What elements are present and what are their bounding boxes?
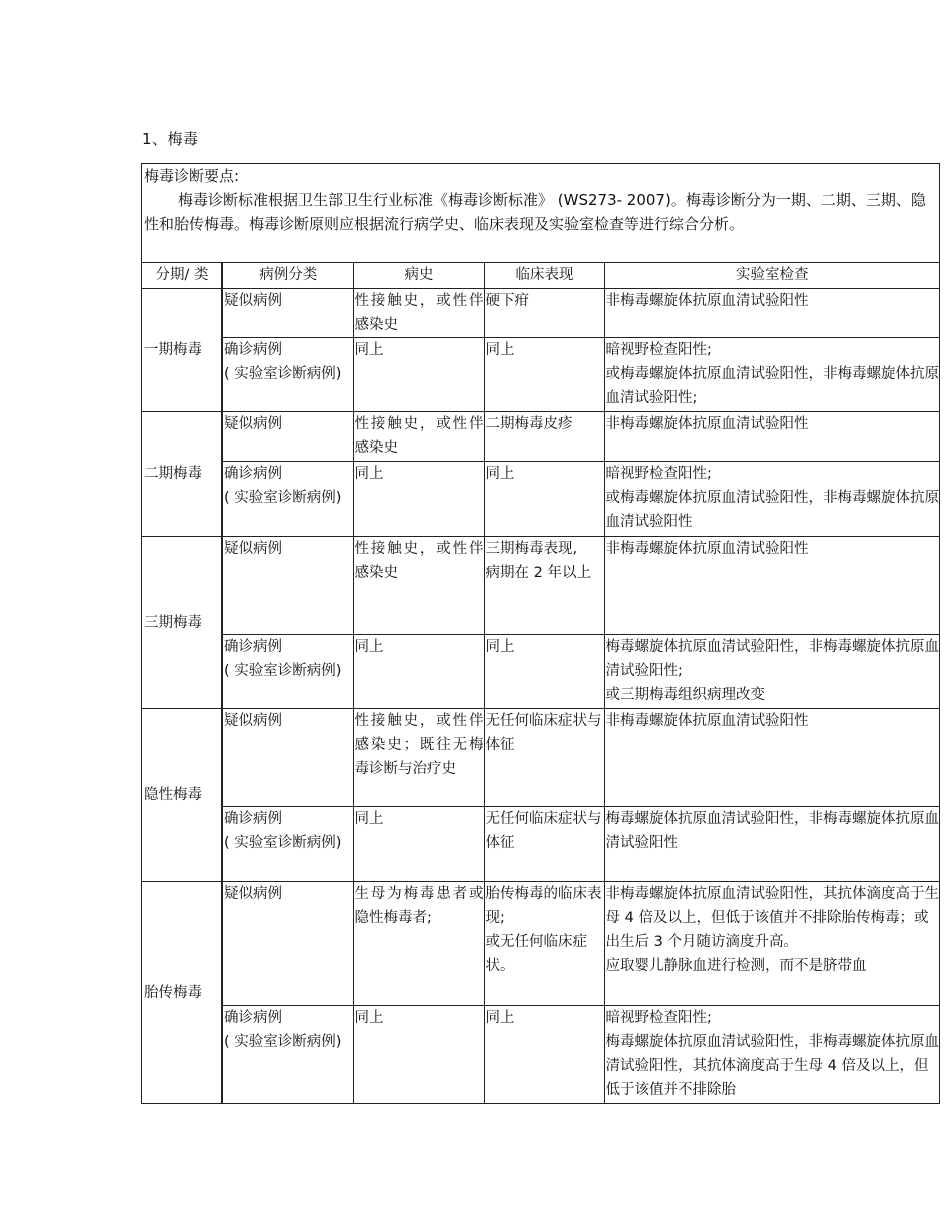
table-row [142, 1006, 939, 1104]
table-row [142, 412, 939, 462]
history-cell: 性接触史，或性伴感染史 [353, 412, 484, 462]
diagnosis-table-frame [141, 163, 940, 1104]
table-row [142, 709, 939, 807]
stage-cell: 一期梅毒 [142, 289, 222, 412]
history-cell: 性接触史，或性伴感染史；既往无梅毒诊断与治疗史 [353, 709, 484, 807]
table-row [142, 462, 939, 537]
diagnosis-table [142, 263, 939, 1104]
case-type-cell: 疑似病例 [222, 289, 353, 338]
stage-cell: 胎传梅毒 [142, 882, 222, 1104]
header-clinical: 临床表现 [484, 263, 604, 289]
lab-cell: 暗视野检查阳性; 或梅毒螺旋体抗原血清试验阳性，非梅毒螺旋体抗原血清试验阳性 [604, 462, 939, 537]
intro-title: 梅毒诊断要点: [144, 167, 240, 185]
case-type-cell: 确诊病例 ( 实验室诊断病例) [222, 462, 353, 537]
history-cell: 同上 [353, 1006, 484, 1104]
intro-block [142, 164, 939, 263]
case-type-cell: 确诊病例 ( 实验室诊断病例) [222, 1006, 353, 1104]
lab-cell: 梅毒螺旋体抗原血清试验阳性，非梅毒螺旋体抗原血清试验阳性 [604, 807, 939, 882]
table-row [142, 807, 939, 882]
history-cell: 同上 [353, 462, 484, 537]
case-type-cell: 疑似病例 [222, 882, 353, 1006]
lab-cell: 暗视野检查阳性; 梅毒螺旋体抗原血清试验阳性，非梅毒螺旋体抗原血清试验阳性，其抗体滴度高于生母 4 倍及以上，但低于该值并不排除胎 [604, 1006, 939, 1104]
header-lab: 实验室检查 [604, 263, 939, 289]
clinical-cell: 同上 [484, 338, 604, 412]
lab-cell: 梅毒螺旋体抗原血清试验阳性，非梅毒螺旋体抗原血清试验阳性; 或三期梅毒组织病理改变 [604, 635, 939, 709]
history-cell: 同上 [353, 807, 484, 882]
case-type-cell: 确诊病例 ( 实验室诊断病例) [222, 635, 353, 709]
clinical-cell: 硬下疳 [484, 289, 604, 338]
clinical-cell: 无任何临床症状与体征 [484, 807, 604, 882]
table-row [142, 338, 939, 412]
lab-cell: 非梅毒螺旋体抗原血清试验阳性 [604, 289, 939, 338]
clinical-cell: 无任何临床症状与体征 [484, 709, 604, 807]
case-type-cell: 疑似病例 [222, 709, 353, 807]
history-cell: 同上 [353, 338, 484, 412]
clinical-cell: 三期梅毒表现, 病期在 2 年以上 [484, 537, 604, 635]
case-type-cell: 疑似病例 [222, 537, 353, 635]
clinical-cell: 胎传梅毒的临床表现; 或无任何临床症状。 [484, 882, 604, 1006]
table-row [142, 289, 939, 338]
history-cell: 性接触史，或性伴感染史 [353, 537, 484, 635]
header-case-type: 病例分类 [222, 263, 353, 289]
clinical-cell: 同上 [484, 462, 604, 537]
history-cell: 同上 [353, 635, 484, 709]
stage-cell: 隐性梅毒 [142, 709, 222, 882]
clinical-cell: 同上 [484, 635, 604, 709]
case-type-cell: 疑似病例 [222, 412, 353, 462]
clinical-cell: 同上 [484, 1006, 604, 1104]
section-heading: 1、梅毒 [142, 130, 199, 148]
header-stage: 分期/ 类 [142, 263, 222, 289]
table-row [142, 635, 939, 709]
stage-cell: 三期梅毒 [142, 537, 222, 709]
clinical-cell: 二期梅毒皮疹 [484, 412, 604, 462]
case-type-cell: 确诊病例 ( 实验室诊断病例) [222, 338, 353, 412]
intro-paragraph: 梅毒诊断标准根据卫生部卫生行业标准《梅毒诊断标准》 (WS273- 2007)。梅毒诊断分为一期、二期、三期、隐性和胎传梅毒。梅毒诊断原则应根据流行病学史、临床表现及实验室检查等进行综合分析。 [144, 191, 926, 233]
lab-cell: 非梅毒螺旋体抗原血清试验阳性，其抗体滴度高于生母 4 倍及以上，但低于该值并不排除胎传梅毒；或出生后 3 个月随访滴度升高。 应取婴儿静脉血进行检测，而不是脐带血 [604, 882, 939, 1006]
table-row [142, 537, 939, 635]
lab-cell: 非梅毒螺旋体抗原血清试验阳性 [604, 709, 939, 807]
table-row [142, 882, 939, 1006]
header-history: 病史 [353, 263, 484, 289]
lab-cell: 非梅毒螺旋体抗原血清试验阳性 [604, 412, 939, 462]
table-header-row [142, 263, 939, 289]
stage-cell: 二期梅毒 [142, 412, 222, 537]
case-type-cell: 确诊病例 ( 实验室诊断病例) [222, 807, 353, 882]
history-cell: 性接触史，或性伴感染史 [353, 289, 484, 338]
lab-cell: 暗视野检查阳性; 或梅毒螺旋体抗原血清试验阳性，非梅毒螺旋体抗原血清试验阳性; [604, 338, 939, 412]
history-cell: 生母为梅毒患者或隐性梅毒者; [353, 882, 484, 1006]
lab-cell: 非梅毒螺旋体抗原血清试验阳性 [604, 537, 939, 635]
